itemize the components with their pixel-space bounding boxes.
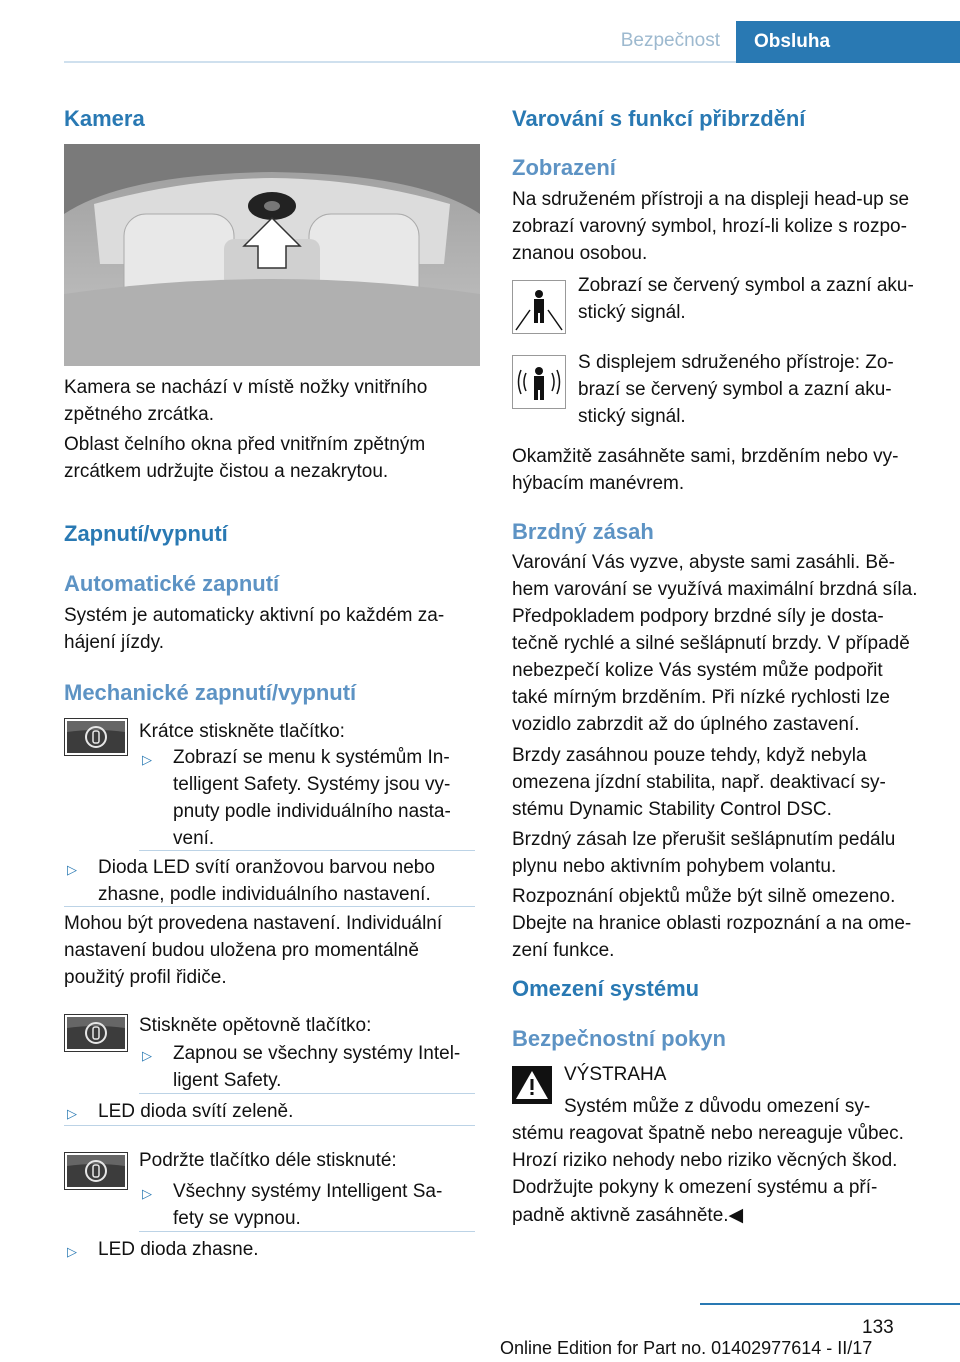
warning-icon: [512, 1066, 552, 1104]
warning-line-2: stému reagovat špatně nebo nereaguje vůbec.: [512, 1123, 904, 1144]
zobr-line-1: Na sdruženém přístroji a na displeji head-up se: [512, 189, 910, 210]
note-line-3: použitý profil řidiče.: [64, 967, 227, 988]
act-line-2: hýbacím manévrem.: [512, 473, 685, 494]
separator: [139, 1093, 475, 1094]
sym2-line-3: stický signál.: [578, 406, 686, 427]
step3-sub-2: fety se vypnou.: [173, 1208, 301, 1229]
warning-line-1: Systém může z důvodu omezení sy-: [564, 1096, 871, 1117]
bullet-icon: ▷: [142, 1048, 152, 1063]
step1-bullet-1: Dioda LED svítí oranžovou barvou nebo: [98, 857, 435, 878]
brz-line-6: také mírným brzděním. Při nízké rychlosti lze: [512, 687, 890, 708]
separator: [139, 850, 475, 851]
heading-zapnuti: Zapnutí/vypnutí: [64, 521, 228, 546]
brz-line-3: Předpokladem podpory brzdné síly je dosta-: [512, 606, 884, 627]
note-line-1: Mohou být provedena nastavení. Individuální: [64, 913, 443, 934]
kamera-line-1: Kamera se nachází v místě nožky vnitřního: [64, 377, 428, 398]
warning-title: VÝSTRAHA: [564, 1064, 667, 1085]
separator: [64, 1125, 475, 1126]
footer-rule: [700, 1303, 960, 1305]
sym2-line-2: brazí se červený symbol a zazní aku-: [578, 379, 892, 400]
bullet-icon: ▷: [142, 752, 152, 767]
footer-edition: Online Edition for Part no. 01402977614 - II/17: [500, 1338, 873, 1358]
sym2-line-1: S displejem sdruženého přístroje: Zo-: [578, 352, 894, 373]
warning-line-5: padně aktivně zasáhněte.◀: [512, 1205, 744, 1226]
header-tab: Obsluha: [736, 21, 960, 63]
brz-line-5: nebezpečí kolize Vás systém může podpořit: [512, 660, 883, 681]
kamera-line-2: zpětného zrcátka.: [64, 404, 214, 425]
brz4-line-3: zení funkce.: [512, 940, 615, 961]
pedestrian-warning-icon: [512, 280, 566, 334]
step1-sub-1: Zobrazí se menu k systémům In-: [173, 747, 450, 768]
heading-bezpecnostni: Bezpečnostní pokyn: [512, 1026, 726, 1051]
act-line-1: Okamžitě zasáhněte sami, brzděním nebo vy-: [512, 446, 899, 467]
safety-button-icon: [64, 718, 128, 756]
brz-line-4: tečně rychlé a silné sešlápnutí brzdy. V případě: [512, 633, 910, 654]
brz4-line-1: Rozpoznání objektů může být silně omezeno.: [512, 886, 896, 907]
heading-mech: Mechanické zapnutí/vypnutí: [64, 680, 357, 705]
step2-bullet: LED dioda svítí zeleně.: [98, 1101, 294, 1122]
warning-line-4: Dodržujte pokyny k omezení systému a pří-: [512, 1177, 878, 1198]
camera-photo: [64, 144, 480, 366]
step1-sub-3: pnuty podle individuálního nasta-: [173, 801, 451, 822]
step2-sub-1: Zapnou se všechny systémy Intel-: [173, 1043, 461, 1064]
auto-line-1: Systém je automaticky aktivní po každém za-: [64, 605, 445, 626]
heading-varovani: Varování s funkcí přibrzdění: [512, 106, 806, 131]
page-number: 133: [862, 1317, 894, 1338]
bullet-icon: ▷: [142, 1186, 152, 1201]
separator: [139, 1231, 475, 1232]
bullet-icon: ▷: [67, 1244, 77, 1259]
brz-line-2: hem varování se využívá maximální brzdná síla.: [512, 579, 918, 600]
heading-zobrazeni: Zobrazení: [512, 155, 616, 180]
warning-line-3: Hrozí riziko nehody nebo riziko věcných škod.: [512, 1150, 898, 1171]
step1-sub-4: vení.: [173, 828, 215, 849]
brz3-line-2: plynu nebo aktivním pohybem volantu.: [512, 856, 837, 877]
kamera-line-3: Oblast čelního okna před vnitřním zpětným: [64, 434, 426, 455]
brz-line-1: Varování Vás vyzve, abyste sami zasáhli. Bě-: [512, 552, 895, 573]
zobr-line-2: zobrazí varovný symbol, hrozí-li kolize s rozpo-: [512, 216, 907, 237]
auto-line-2: hájení jízdy.: [64, 632, 164, 653]
step1-text: Krátce stiskněte tlačítko:: [139, 721, 345, 742]
sym1-line-1: Zobrazí se červený symbol a zazní aku-: [578, 275, 914, 296]
step3-sub-1: Všechny systémy Intelligent Sa-: [173, 1181, 443, 1202]
heading-omezeni: Omezení systému: [512, 976, 700, 1001]
brz3-line-1: Brzdný zásah lze přerušit sešlápnutím pedálu: [512, 829, 896, 850]
pedestrian-acoustic-icon: [512, 355, 566, 409]
brz2-line-2: omezena jízdní stabilita, např. deaktivací sy-: [512, 772, 886, 793]
bullet-icon: ▷: [67, 1106, 77, 1121]
heading-auto: Automatické zapnutí: [64, 571, 280, 596]
zobr-line-3: znanou osobou.: [512, 243, 648, 264]
heading-brzdny: Brzdný zásah: [512, 519, 654, 544]
kamera-line-4: zrcátkem udržujte čistou a nezakrytou.: [64, 461, 389, 482]
step3-text: Podržte tlačítko déle stisknuté:: [139, 1150, 397, 1171]
step2-sub-2: ligent Safety.: [173, 1070, 282, 1091]
step1-sub-2: telligent Safety. Systémy jsou vy-: [173, 774, 451, 795]
note-line-2: nastavení budou uložena pro momentálně: [64, 940, 419, 961]
heading-kamera: Kamera: [64, 106, 145, 131]
sym1-line-2: stický signál.: [578, 302, 686, 323]
step2-text: Stiskněte opětovně tlačítko:: [139, 1015, 372, 1036]
safety-button-icon: [64, 1014, 128, 1052]
bullet-icon: ▷: [67, 862, 77, 877]
step3-bullet: LED dioda zhasne.: [98, 1239, 259, 1260]
brz2-line-3: stému Dynamic Stability Control DSC.: [512, 799, 832, 820]
brz-line-7: vozidlo zabrzdit až do úplného zastavení.: [512, 714, 860, 735]
brz2-line-1: Brzdy zasáhnou pouze tehdy, když nebyla: [512, 745, 867, 766]
separator: [64, 906, 475, 907]
brz4-line-2: Dbejte na hranice oblasti rozpoznání a na ome-: [512, 913, 912, 934]
header-section: Bezpečnost: [620, 30, 720, 51]
safety-button-icon: [64, 1152, 128, 1190]
step1-bullet-2: zhasne, podle individuálního nastavení.: [98, 884, 431, 905]
